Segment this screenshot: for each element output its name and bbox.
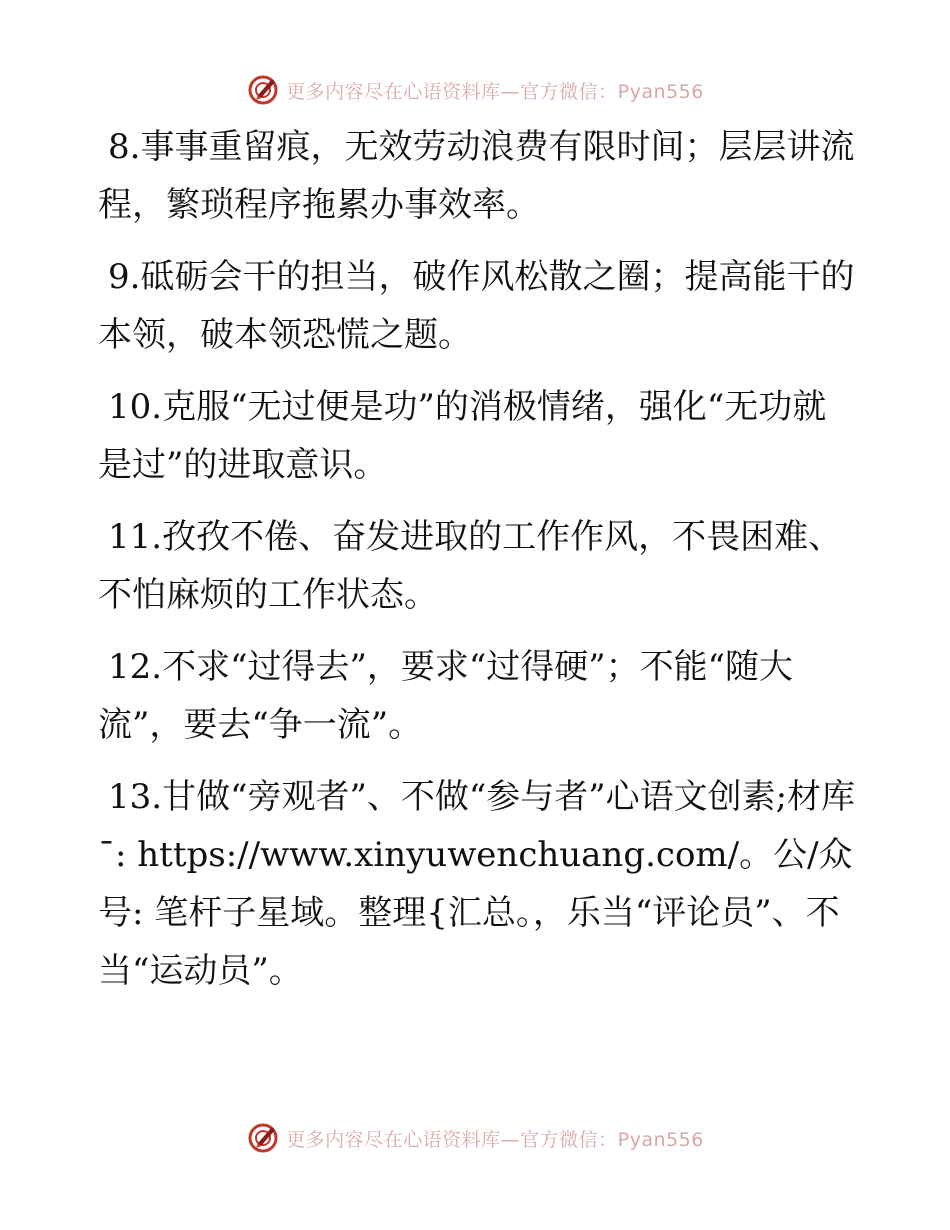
list-item: 12.不求“过得去”，要求“过得硬”；不能“随大流”，要去“争一流”。	[98, 647, 793, 745]
list-item: 13.甘做“旁观者”、不做“参与者”心语文创素;材库¯: https://www.xinyuwenchuang.com/。公/众号: 笔杆子星域。整理{汇总。，乐当“评论员”、不当“运动员”。	[98, 777, 856, 991]
red-seal-pen-logo-icon	[246, 1121, 280, 1155]
header-banner	[0, 70, 950, 110]
footer-banner	[0, 1118, 950, 1158]
list-item: 9.砥砺会干的担当，破作风松散之圈；提高能干的本领，破本领恐慌之题。	[98, 257, 855, 355]
footer-banner-text: 更多内容尽在心语资料库—官方微信：Pyan556	[286, 1128, 704, 1151]
list-item: 11.孜孜不倦、奋发进取的工作作风，不畏困难、不怕麻烦的工作状态。	[98, 517, 843, 615]
list-item: 10.克服“无过便是功”的消极情绪，强化“无功就是过”的进取意识。	[98, 387, 827, 485]
red-seal-pen-logo-icon	[246, 73, 280, 107]
list-item: 8.事事重留痕，无效劳动浪费有限时间；层层讲流程，繁琐程序拖累办事效率。	[98, 127, 855, 225]
document-body	[98, 118, 858, 1014]
header-banner-text: 更多内容尽在心语资料库—官方微信：Pyan556	[286, 80, 704, 103]
